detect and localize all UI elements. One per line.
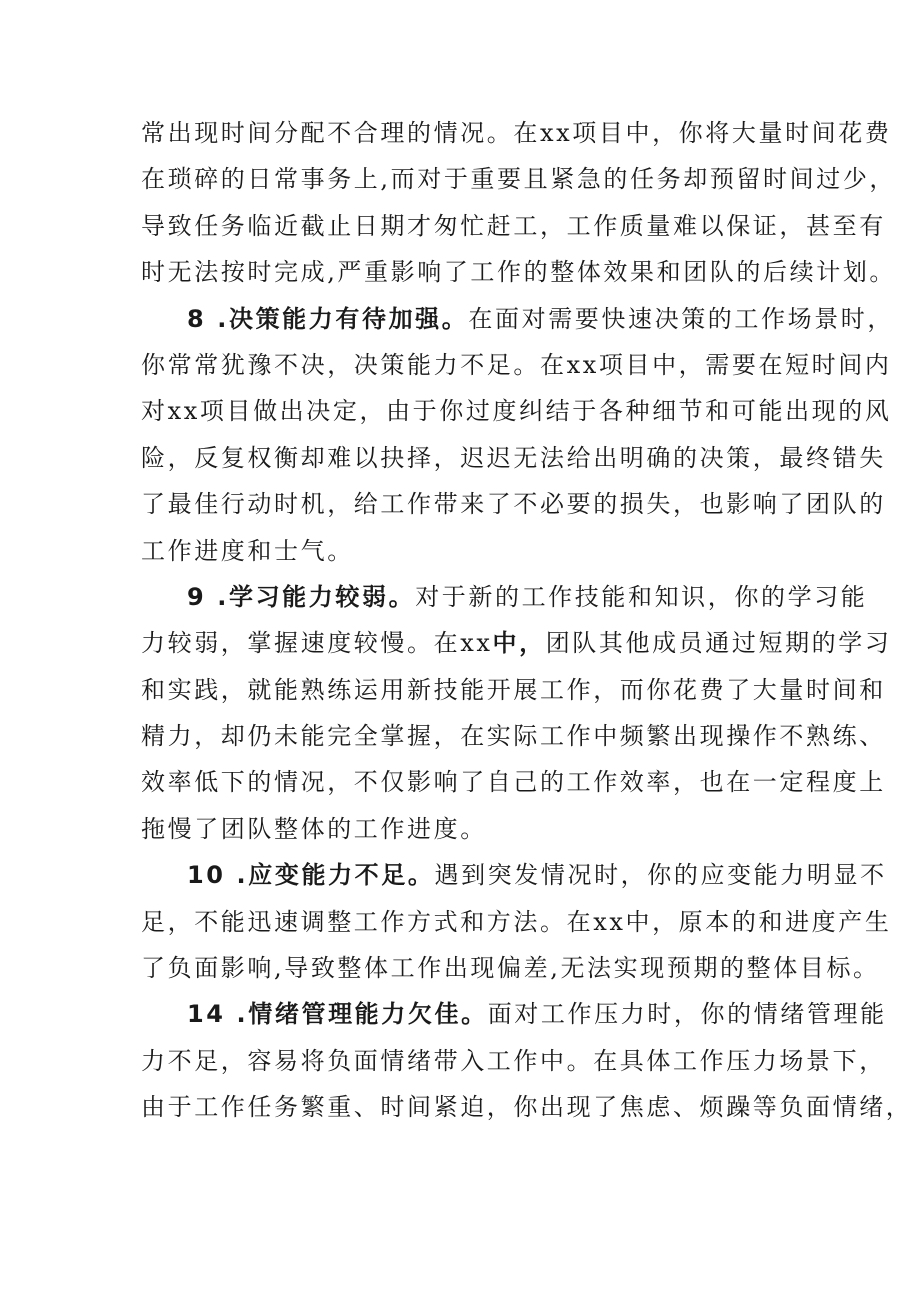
text-line: 力不足，容易将负面情绪带入工作中。在具体工作压力场景下， [141,1046,886,1075]
text-line: 精力，却仍未能完全掌握，在实际工作中频繁出现操作不熟练、 [141,722,886,751]
paragraph-item-10 [141,852,892,991]
item-heading: 情绪管理能力欠佳。 [248,1000,488,1029]
text-line [141,620,892,666]
text-line: 你常常犹豫不决，决策能力不足。在xx项目中，需要在短时间内 [141,350,892,379]
item-text: 遇到突发情况时，你的应变能力明显不 [434,861,887,890]
text-line: 效率低下的情况，不仅影响了自己的工作效率，也在一定程度上 [141,768,886,797]
paragraph-item-14 [141,991,913,1130]
paragraph-7-continuation [141,110,897,296]
item-number: 14 . [187,1000,249,1029]
text-line: 导致任务临近截止日期才匆忙赶工，工作质量难以保证，甚至有 [141,211,886,240]
item-heading: 决策能力有待加强。 [228,304,469,333]
text-line: 了最佳行动时机，给工作带来了不必要的损失，也影响了团队的 [141,490,886,519]
item-number: 10 . [187,861,249,890]
item-text: 面对工作压力时，你的情绪管理能 [487,1000,887,1029]
text-line: 险，反复权衡却难以抉择，迟迟无法给出明确的决策，最终错失 [141,443,886,472]
text-line: 和实践，就能熟练运用新技能开展工作，而你花费了大量时间和 [141,675,886,704]
item-text: 力较弱，掌握速度较慢。在xx [141,629,493,658]
text-line [141,296,894,342]
text-line [141,574,868,620]
paragraph-item-9 [141,574,892,852]
document-body [141,110,913,1131]
item-text: 团队其他成员通过短期的学习 [545,629,892,658]
item-heading: 学习能力较弱。 [228,582,416,611]
text-line: 足，不能迅速调整工作方式和方法。在xx中，原本的和进度产生 [141,907,892,936]
item-number: 9 . [187,582,229,611]
item-text-bold: 中， [492,629,546,658]
item-text: 在面对需要快速决策的工作场景时， [468,304,894,333]
text-line [141,991,887,1037]
text-line: 时无法按时完成,严重影响了工作的整体效果和团队的后续计划。 [141,258,897,287]
text-line [141,852,887,898]
text-line: 工作进度和士气。 [141,536,354,565]
text-line: 了负面影响,导致整体工作出现偏差,无法实现预期的整体目标。 [141,954,880,983]
text-line: 常出现时间分配不合理的情况。在xx项目中，你将大量时间花费 [141,119,892,147]
text-line: 对xx项目做出决定，由于你过度纠结于各种细节和可能出现的风 [141,397,892,426]
item-heading: 应变能力不足。 [248,861,435,890]
item-number: 8 . [187,304,229,333]
text-line: 拖慢了团队整体的工作进度。 [141,814,487,843]
text-line: 在琐碎的日常事务上,而对于重要且紧急的任务却预留时间过少， [141,165,897,194]
paragraph-item-8 [141,296,894,574]
text-line: 由于工作任务繁重、时间紧迫，你出现了焦虑、烦躁等负面情绪， [141,1093,913,1122]
item-text: 对于新的工作技能和知识，你的学习能 [415,582,868,611]
